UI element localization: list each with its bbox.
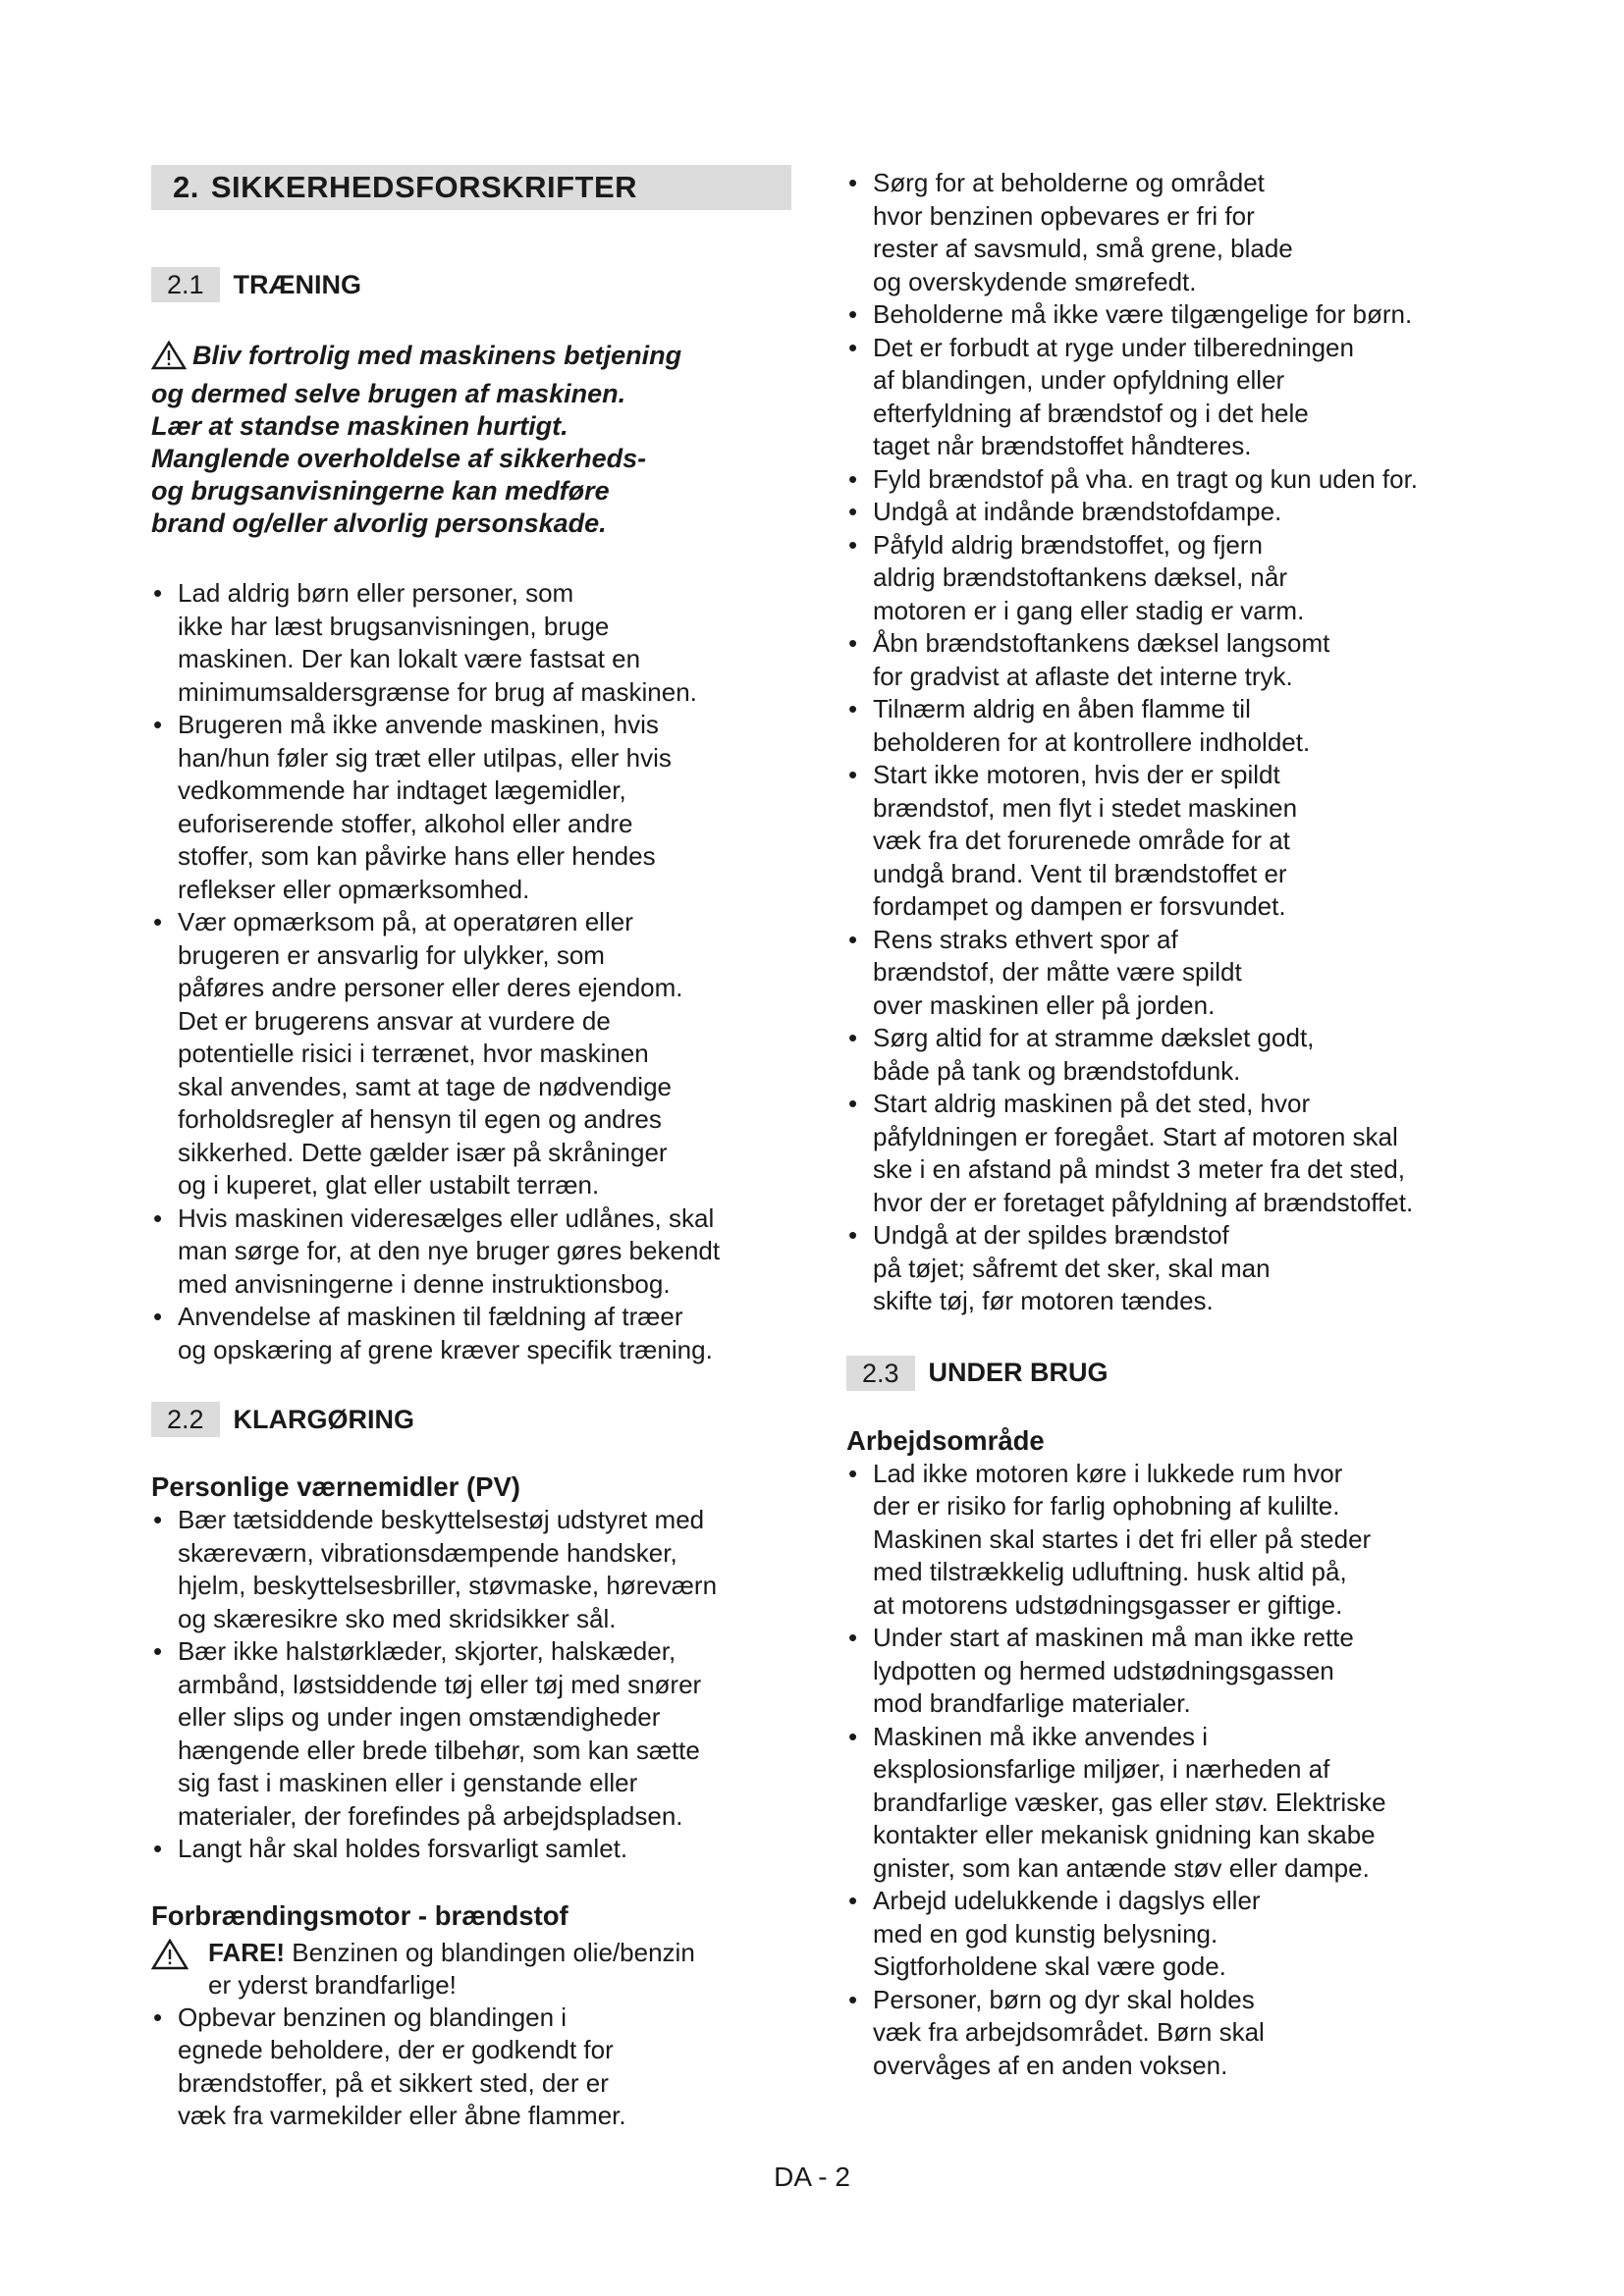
list-item: • Bær tætsiddende beskyttelsestøj udstyret med skæreværn, vibrationsdæmpende handsker, hjelm, beskyttelsesbriller, støvmaske, høreværn og skæresikre sko med skridsikker sål. [151,1504,791,1635]
list-item: • Hvis maskinen videresælges eller udlånes, skal man sørge for, at den nye bruger gøres bekendt med anvisningerne i denne instruktionsbog. [151,1202,791,1302]
subsection-title: UNDER BRUG [928,1358,1109,1387]
list-item: • Arbejd udelukkende i dagslys eller med en god kunstig belysning. Sigtforholdene skal være gode. [846,1885,1494,1984]
fuel-heading: Forbrændingsmotor - brændstof [151,1899,568,1931]
fuel-safety-list [846,167,1494,1318]
list-item: • Påfyld aldrig brændstoffet, og fjern aldrig brændstoftankens dæksel, når motoren er i gang eller stadig er varm. [846,529,1494,628]
list-item: • Det er forbudt at ryge under tilberedningen af blandingen, under opfyldning eller efterfyldning af brændstof og i det hele taget når brændstoffet håndteres. [846,332,1494,463]
list-item: • Tilnærm aldrig en åben flamme til beholderen for at kontrollere indholdet. [846,693,1494,759]
list-item: • Vær opmærksom på, at operatøren eller brugeren er ansvarlig for ulykker, som påføres andre personer eller deres ejendom. Det er brugerens ansvar at vurdere de potentielle risici i terrænet, hvor maskinen skal anvendes, samt at tage de nødvendige forholdsregler af hensyn til egen og andres sikkerhed. Dette gælder især på skråninger og i kuperet, glat eller ustabilt terræn. [151,906,791,1202]
work-area-list [846,1458,1494,2083]
list-item: • Langt hår skal holdes forsvarligt samlet. [151,1833,791,1866]
subsection-heading-training [151,267,791,302]
subsection-number: 2.1 [151,267,220,302]
list-item: • Undgå at indånde brændstofdampe. [846,496,1494,529]
danger-note [151,1937,791,2002]
list-item: • Maskinen må ikke anvendes i eksplosionsfarlige miljøer, i nærheden af brandfarlige væsker, gas eller støv. Elektriske kontakter eller mekanisk gnidning kan skabe gnister, som kan antænde støv eller dampe. [846,1721,1494,1886]
danger-label: FARE! [208,1937,285,1967]
subsection-number: 2.2 [151,1402,220,1437]
section-number: 2. [173,170,199,204]
subsection-heading-preparation [151,1402,791,1437]
subsection-number: 2.3 [846,1356,915,1391]
warning-icon [151,341,187,378]
list-item: • Personer, børn og dyr skal holdes væk fra arbejdsområdet. Børn skal overvåges af en anden voksen. [846,1984,1494,2083]
pv-list [151,1504,791,1866]
section-title-text: SIKKERHEDSFORSKRIFTER [210,170,638,204]
work-area-heading: Arbejdsområde [846,1424,1045,1456]
training-warning [151,340,791,540]
list-item: • Brugeren må ikke anvende maskinen, hvis han/hun føler sig træt eller utilpas, eller hvis vedkommende har indtaget lægemidler, euforiserende stoffer, alkohol eller andre stoffer, som kan påvirke hans eller hendes reflekser eller opmærksomhed. [151,709,791,906]
list-item: • Sørg for at beholderne og området hvor benzinen opbevares er fri for rester af savsmuld, små grene, blade og overskydende smørefedt. [846,167,1494,298]
list-item: • Anvendelse af maskinen til fældning af træer og opskæring af grene kræver specifik træning. [151,1301,791,1366]
list-item: • Start aldrig maskinen på det sted, hvor påfyldningen er foregået. Start af motoren skal ske i en afstand på mindst 3 meter fra det sted, hvor der er foretaget påfyldning af brændstoffet. [846,1088,1494,1219]
list-item: • Opbevar benzinen og blandingen i egnede beholdere, der er godkendt for brændstoffer, på et sikkert sted, der er væk fra varmekilder eller åbne flammer. [151,2002,791,2133]
list-item: • Åbn brændstoftankens dæksel langsomt for gradvist at aflaste det interne tryk. [846,627,1494,693]
page-number: DA - 2 [774,2162,850,2192]
training-list [151,577,791,1366]
pv-heading: Personlige værnemidler (PV) [151,1471,520,1502]
subsection-heading-in-use [846,1356,1494,1391]
left-column [151,165,791,2133]
list-item: • Start ikke motoren, hvis der er spildt brændstof, men flyt i stedet maskinen væk fra det forurenede område for at undgå brand. Vent til brændstoffet er fordampet og dampen er forsvundet. [846,759,1494,924]
list-item: • Sørg altid for at stramme dækslet godt, både på tank og brændstofdunk. [846,1022,1494,1088]
danger-text: Benzinen og blandingen olie/benzin er yderst brandfarlige! [208,1937,695,2000]
list-item: • Beholderne må ikke være tilgængelige for børn. [846,298,1494,332]
list-item: • Rens straks ethvert spor af brændstof, der måtte være spildt over maskinen eller på jorden. [846,924,1494,1023]
list-item: • Bær ikke halstørklæder, skjorter, halskæder, armbånd, løstsiddende tøj eller tøj med snører eller slips og under ingen omstændigheder hængende eller brede tilbehør, som kan sætte sig fast i maskinen eller i genstande eller materialer, der forefindes på arbejdspladsen. [151,1635,791,1833]
list-item: • Undgå at der spildes brændstof på tøjet; såfremt det sker, skal man skifte tøj, før motoren tændes. [846,1219,1494,1318]
list-item: • Fyld brændstof på vha. en tragt og kun uden for. [846,463,1494,497]
list-item: • Lad aldrig børn eller personer, som ikke har læst brugsanvisningen, bruge maskinen. Der kan lokalt være fastsat en minimumsaldersgrænse for brug af maskinen. [151,577,791,709]
subsection-title: TRÆNING [233,269,362,299]
right-column [846,167,1494,2082]
warning-text: Bliv fortrolig med maskinens betjening og dermed selve brugen af maskinen. Lær at standse maskinen hurtigt. Manglende overholdelse af sikkerheds- og brugsanvisningerne kan medføre brand og/eller alvorlig personskade. [151,341,682,538]
list-item: • Under start af maskinen må man ikke rette lydpotten og hermed udstødningsgassen mod brandfarlige materialer. [846,1622,1494,1721]
fuel-list [151,2002,791,2133]
subsection-title: KLARGØRING [233,1404,415,1434]
section-title [151,165,791,210]
list-item: • Lad ikke motoren køre i lukkede rum hvor der er risiko for farlig ophobning af kulilte. Maskinen skal startes i det fri eller på steder med tilstrækkelig udluftning. husk altid på, at motorens udstødningsgasser er giftige. [846,1458,1494,1623]
warning-icon [151,1939,189,1978]
